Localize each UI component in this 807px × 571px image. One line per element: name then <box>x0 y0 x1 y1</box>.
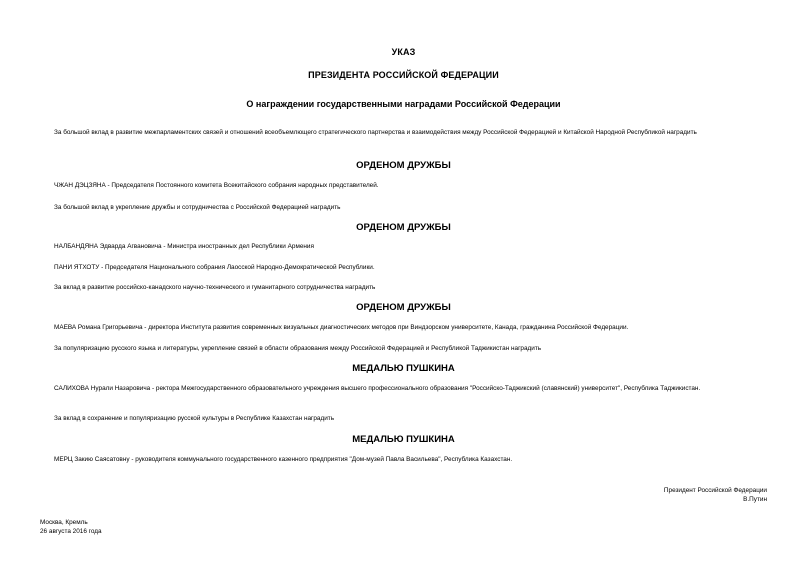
signing-date: 26 августа 2016 года <box>40 528 102 535</box>
award-entry: ПАНИ ЯТХОТУ - Председателя Национального собрания Лаосской Народно-Демократической Республики. <box>54 264 375 271</box>
document-subject: О награждении государственными наградами Российской Федерации <box>246 99 561 109</box>
document-title: УКАЗ <box>391 47 416 57</box>
award-entry: ЧЖАН ДЭЦЗЯНА - Председателя Постоянного комитета Всекитайского собрания народных представителей. <box>54 182 379 189</box>
preamble-paragraph: За вклад в развитие российско-канадского научно-технического и гуманитарного сотрудничества наградить <box>54 284 376 291</box>
signature-name: В.Путин <box>743 496 767 503</box>
preamble-paragraph: За большой вклад в развитие межпарламентских связей и отношений всеобъемлющего стратегического партнерства и взаимодействия между Российской Федерацией и Китайской Народной Республикой наградить <box>54 129 697 136</box>
section-heading: ОРДЕНОМ ДРУЖБЫ <box>356 222 451 233</box>
preamble-paragraph: За вклад в сохранение и популяризацию русской культуры в Республике Казахстан наградить <box>54 415 335 422</box>
signature-title: Президент Российской Федерации <box>663 487 767 494</box>
section-heading: ОРДЕНОМ ДРУЖБЫ <box>356 302 451 313</box>
award-entry: МЕРЦ Закию Саясатовну - руководителя коммунального государственного казенного предприятия "Дом-музей Павла Васильева", Республика Казахстан. <box>54 456 513 463</box>
section-heading: ОРДЕНОМ ДРУЖБЫ <box>356 160 451 171</box>
document-issuer: ПРЕЗИДЕНТА РОССИЙСКОЙ ФЕДЕРАЦИИ <box>308 70 499 80</box>
preamble-paragraph: За популяризацию русского языка и литературы, укрепление связей в области образования между Российской Федерацией и Республикой Таджикистан наградить <box>54 345 542 352</box>
preamble-paragraph: За большой вклад в укрепление дружбы и сотрудничества с Российской Федерацией наградить <box>54 204 341 211</box>
award-entry: САЛИХОВА Нурали Назаровича - ректора Межгосударственного образовательного учреждения высшего профессионального образования "Российско-Таджикский (славянский) университет", Республика Таджикистан. <box>54 385 701 392</box>
signing-place: Москва, Кремль <box>40 519 88 526</box>
section-heading: МЕДАЛЬЮ ПУШКИНА <box>352 363 455 374</box>
award-entry: НАЛБАНДЯНА Эдварда Агвановича - Министра иностранных дел Республики Армения <box>54 243 314 250</box>
award-entry: МАЕВА Романа Григорьевича - директора Института развития современных визуальных диагностических методов при Виндзорском университете, Канада, гражданина Российской Федерации. <box>54 324 629 331</box>
section-heading: МЕДАЛЬЮ ПУШКИНА <box>352 434 455 445</box>
